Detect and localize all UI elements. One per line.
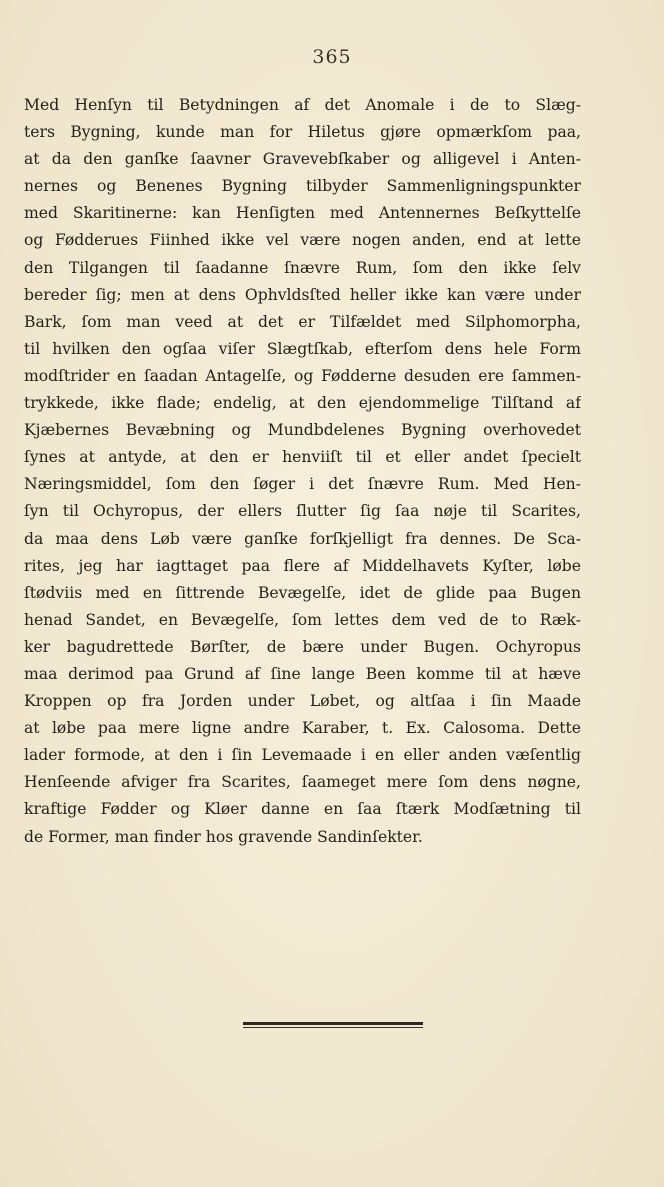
section-end-rule bbox=[243, 1022, 423, 1028]
text-line: den Tilgangen til ſaadanne ſnævre Rum, ſom den ikke ſelv bbox=[24, 258, 581, 277]
text-line: de Former, man finder hos gravende Sandinſekter. bbox=[24, 827, 423, 846]
text-line: at da den ganſke ſaavner Gravevebſkaber og alligevel i Anten- bbox=[24, 150, 581, 169]
text-line: til hvilken den ogſaa viſer Slægtſkab, efterſom dens hele Form bbox=[24, 339, 581, 358]
text-line: lader formode, at den i ſin Levemaade i en eller anden væſentlig bbox=[24, 746, 581, 765]
text-line: modſtrider en ſaadan Antagelſe, og Fødderne desuden ere ſammen- bbox=[24, 366, 581, 385]
text-line: da maa dens Løb være ganſke forſkjelligt fra dennes. De Sca- bbox=[24, 529, 581, 548]
text-line: Kroppen op fra Jorden under Løbet, og altſaa i ſin Maade bbox=[24, 692, 581, 711]
text-line: kraftige Fødder og Kløer danne en ſaa ſtærk Modſætning til bbox=[24, 800, 581, 819]
text-line: at løbe paa mere ligne andre Karaber, t. Ex. Calosoma. Dette bbox=[24, 719, 581, 738]
text-line: med Skaritinerne: kan Henſigten med Antennernes Beſkyttelſe bbox=[24, 204, 581, 223]
text-line: rites, jeg har iagttaget paa flere af Middelhavets Kyſter, løbe bbox=[24, 556, 581, 575]
text-line: trykkede, ikke flade; endelig, at den ejendommelige Tilſtand af bbox=[24, 394, 581, 413]
text-line: bereder ſig; men at dens Ophvldsſted heller ikke kan være under bbox=[24, 285, 581, 304]
text-line: Henſeende afviger fra Scarites, ſaameget mere ſom dens nøgne, bbox=[24, 773, 581, 792]
text-line: ters Bygning, kunde man for Hiletus gjøre opmærkſom paa, bbox=[24, 123, 581, 142]
rule-thin bbox=[243, 1027, 423, 1028]
text-line: maa derimod paa Grund af ſine lange Been komme til at hæve bbox=[24, 664, 581, 683]
text-line: ſyn til Ochyropus, der ellers ſlutter ſig ſaa nøje til Scarites, bbox=[24, 502, 581, 521]
text-line: og Fødderues Fiinhed ikke vel være nogen anden, end at lette bbox=[24, 231, 581, 250]
page-number: 365 bbox=[312, 46, 352, 68]
text-line: ſynes at antyde, at den er henviiſt til et eller andet ſpecielt bbox=[24, 448, 581, 467]
text-line: Kjæbernes Bevæbning og Mundbdelenes Bygning overhovedet bbox=[24, 421, 581, 440]
text-line: Bark, ſom man veed at det er Tilfældet med Silphomorpha, bbox=[24, 312, 581, 331]
text-line: Næringsmiddel, ſom den ſøger i det ſnævre Rum. Med Hen- bbox=[24, 475, 581, 494]
text-line: nernes og Benenes Bygning tilbyder Sammenligningspunkter bbox=[24, 177, 581, 196]
text-line: Med Henſyn til Betydningen af det Anomale i de to Slæg- bbox=[24, 96, 581, 114]
rule-thick bbox=[243, 1022, 423, 1025]
text-line: ſtødviis med en ſittrende Bevægelſe, idet de glide paa Bugen bbox=[24, 583, 581, 602]
text-line: ker bagudrettede Børſter, de bære under Bugen. Ochyropus bbox=[24, 637, 581, 656]
body-text bbox=[24, 92, 581, 851]
text-line: henad Sandet, en Bevægelſe, ſom lettes dem ved de to Ræk- bbox=[24, 610, 581, 629]
